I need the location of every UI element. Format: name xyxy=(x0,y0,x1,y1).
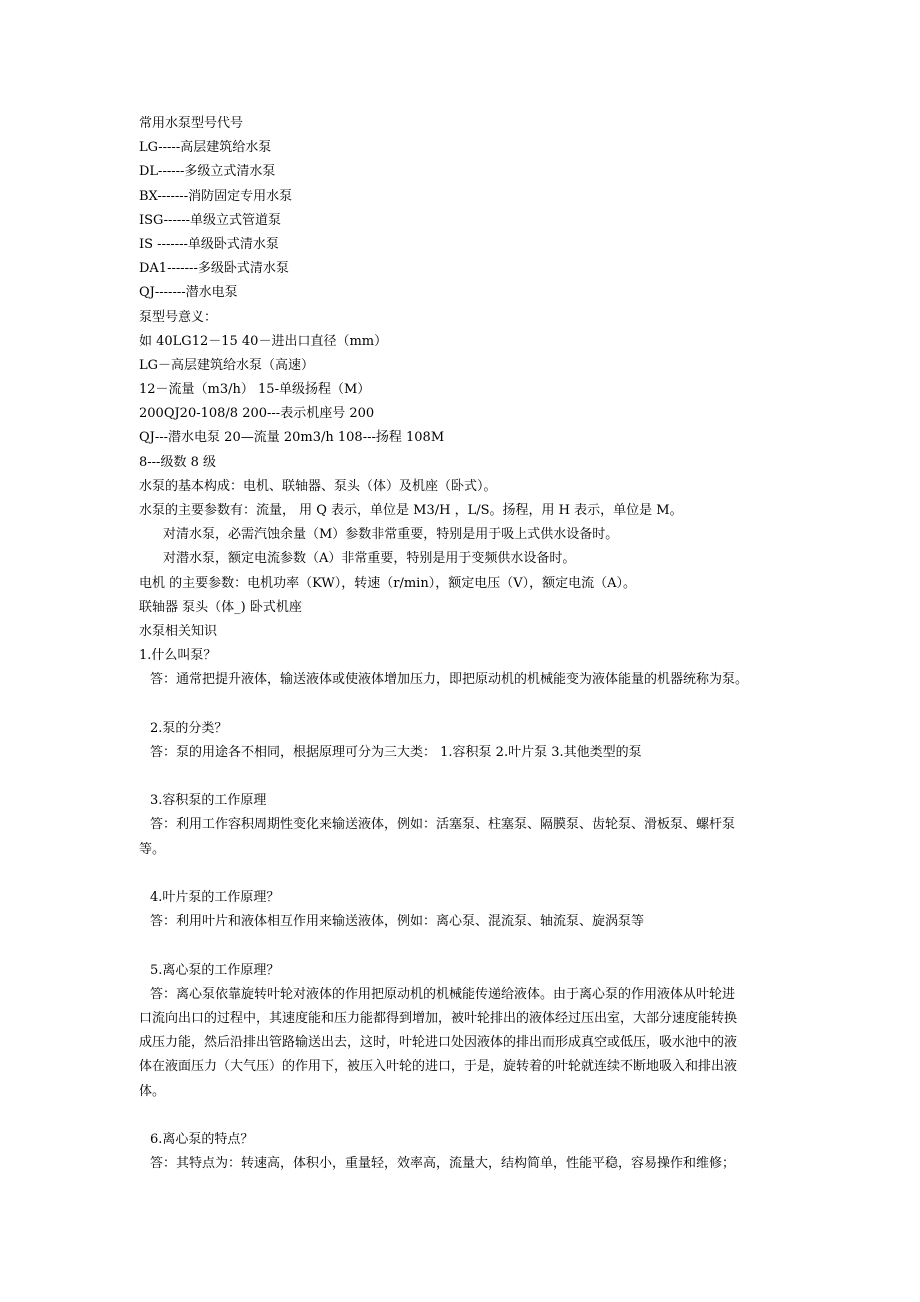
pump-code-is: IS -------单级卧式清水泵 xyxy=(139,236,279,252)
spacer xyxy=(139,765,789,789)
spacer xyxy=(139,934,789,958)
model-example-1: 如 40LG12－15 40－进出口直径（mm） xyxy=(139,333,388,349)
spacer xyxy=(139,693,789,717)
knowledge-heading: 水泵相关知识 xyxy=(139,623,218,639)
pump-composition: 水泵的基本构成：电机、联轴器、泵头（体）及机座（卧式）。 xyxy=(139,478,497,494)
pump-code-qj: QJ-------潜水电泵 xyxy=(139,285,238,301)
pump-code-da1: DA1-------多级卧式清水泵 xyxy=(139,261,289,277)
model-example-4: 200QJ20-108/8 200---表示机座号 200 xyxy=(139,406,375,422)
answer-5-cont-3: 体在液面压力（大气压）的作用下，被压入叶轮的进口，于是，旋转着的叶轮就连续不断地吸入和排出液 xyxy=(139,1059,738,1075)
answer-5-cont-1: 口流向出口的过程中，其速度能和压力能都得到增加，被叶轮排出的液体经过压出室，大部分速度能转换 xyxy=(139,1010,738,1026)
answer-6: 答：其特点为：转速高，体积小，重量轻，效率高，流量大，结构简单，性能平稳，容易操作和维修； xyxy=(150,1156,736,1172)
model-example-3: 12－流量（m3/h） 15-单级扬程（M） xyxy=(139,382,371,398)
answer-3: 答：利用工作容积周期性变化来输送液体，例如：活塞泵、柱塞泵、隔膜泵、齿轮泵、滑板泵、螺杆泵 xyxy=(150,817,736,833)
pump-code-dl: DL------多级立式清水泵 xyxy=(139,164,276,180)
parts-list: 联轴器 泵头（体_) 卧式机座 xyxy=(139,599,302,615)
section-title: 常用水泵型号代号 xyxy=(139,116,244,131)
submersible-pump-note: 对潜水泵，额定电流参数（A）非常重要，特别是用于变频供水设备时。 xyxy=(163,551,576,567)
question-5: 5.离心泵的工作原理？ xyxy=(150,962,280,978)
model-example-2: LG－高层建筑给水泵（高速） xyxy=(139,357,315,373)
spacer xyxy=(139,862,789,886)
spacer xyxy=(139,1104,789,1128)
answer-5-cont-4: 体。 xyxy=(139,1083,166,1099)
pump-main-params: 水泵的主要参数有：流量， 用 Q 表示，单位是 M3/H ，L/S。扬程，用 H 表示，单位是 M。 xyxy=(139,503,683,518)
pump-code-bx: BX-------消防固定专用水泵 xyxy=(139,188,293,204)
answer-3-cont: 等。 xyxy=(139,841,166,857)
answer-5-cont-2: 成压力能，然后沿排出管路输送出去，这时，叶轮进口处因液体的排出而形成真空或低压，吸水池中的液 xyxy=(139,1035,738,1051)
pump-code-isg: ISG------单级立式管道泵 xyxy=(139,212,282,228)
question-6: 6.离心泵的特点？ xyxy=(150,1131,254,1147)
pump-code-lg: LG-----高层建筑给水泵 xyxy=(139,140,272,156)
clear-water-pump-note: 对清水泵，必需汽蚀余量（M）参数非常重要，特别是用于吸上式供水设备时。 xyxy=(163,527,619,543)
answer-1: 答：通常把提升液体，输送液体或使液体增加压力，即把原动机的机械能变为液体能量的机器统称为泵。 xyxy=(150,672,749,688)
model-example-6: 8---级数 8 级 xyxy=(139,454,216,470)
question-3: 3.容积泵的工作原理 xyxy=(150,793,267,809)
document-body xyxy=(139,112,789,1176)
question-1: 1.什么叫泵？ xyxy=(139,648,217,664)
motor-main-params: 电机 的主要参数：电机功率（KW），转速（r/min），额定电压（V），额定电流（A）。 xyxy=(139,575,636,591)
answer-2: 答：泵的用途各不相同，根据原理可分为三大类： 1.容积泵 2.叶片泵 3.其他类型的泵 xyxy=(150,744,642,760)
question-2: 2.泵的分类？ xyxy=(150,720,228,736)
model-meaning-heading: 泵型号意义： xyxy=(139,309,218,325)
question-4: 4.叶片泵的工作原理？ xyxy=(150,890,280,905)
model-example-5: QJ---潜水电泵 20—流量 20m3/h 108---扬程 108M xyxy=(139,430,445,446)
answer-4: 答：利用叶片和液体相互作用来输送液体，例如：离心泵、混流泵、轴流泵、旋涡泵等 xyxy=(150,914,645,930)
answer-5: 答：离心泵依靠旋转叶轮对液体的作用把原动机的机械能传递给液体。由于离心泵的作用液体从叶轮进 xyxy=(150,986,736,1002)
